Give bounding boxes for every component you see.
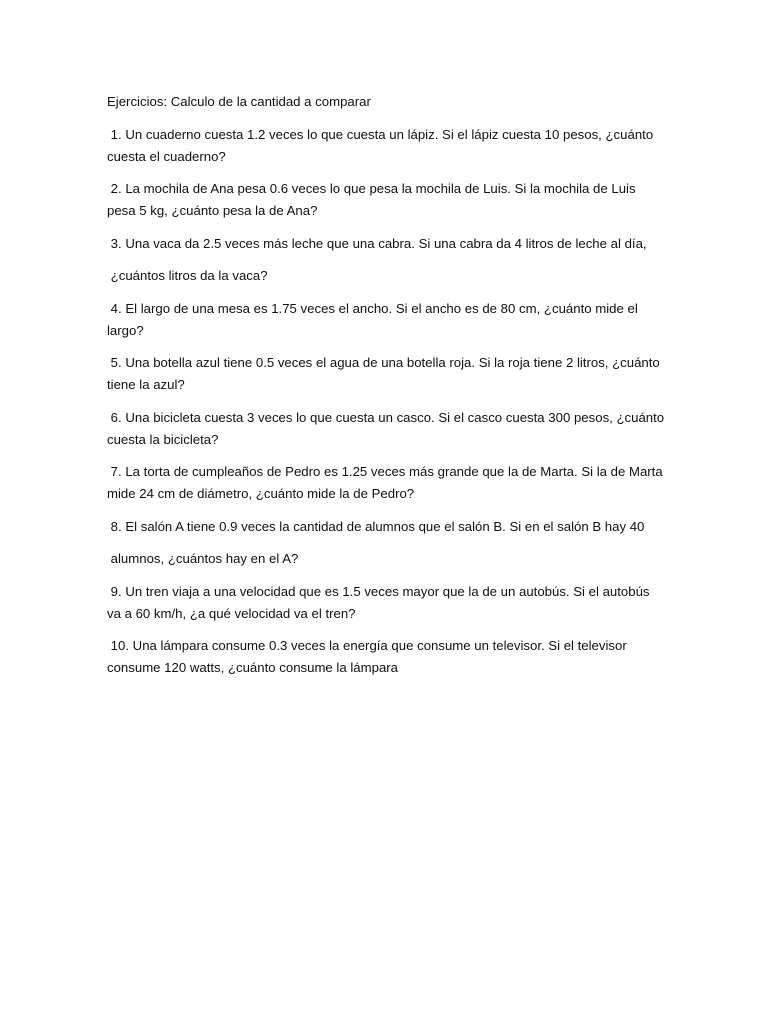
- exercise-4: 4. El largo de una mesa es 1.75 veces el ancho. Si el ancho es de 80 cm, ¿cuánto mide el largo?: [107, 300, 642, 338]
- exercise-3: 3. Una vaca da 2.5 veces más leche que una cabra. Si una cabra da 4 litros de leche al día,: [107, 235, 647, 251]
- exercise-6: 6. Una bicicleta cuesta 3 veces lo que cuesta un casco. Si el casco cuesta 300 pesos, ¿cuánto cuesta la bicicleta?: [107, 409, 668, 447]
- exercise-2: 2. La mochila de Ana pesa 0.6 veces lo que pesa la mochila de Luis. Si la mochila de Luis pesa 5 kg, ¿cuánto pesa la de Ana?: [107, 181, 640, 218]
- exercise-9: 9. Un tren viaja a una velocidad que es 1.5 veces mayor que la de un autobús. Si el autobús va a 60 km/h, ¿a qué velocidad va el tren?: [107, 583, 654, 621]
- document-page: [107, 91, 667, 690]
- exercise-8-continued: alumnos, ¿cuántos hay en el A?: [107, 551, 299, 566]
- exercise-10: 10. Una lámpara consume 0.3 veces la energía que consume un televisor. Si el televisor consume 120 watts, ¿cuánto consume la lámpara: [107, 638, 631, 675]
- exercise-8: 8. El salón A tiene 0.9 veces la cantidad de alumnos que el salón B. Si en el salón B hay 40: [107, 518, 645, 534]
- exercise-1: 1. Un cuaderno cuesta 1.2 veces lo que cuesta un lápiz. Si el lápiz cuesta 10 pesos, ¿cuánto cuesta el cuaderno?: [107, 126, 657, 164]
- exercise-3-continued: ¿cuántos litros da la vaca?: [107, 268, 268, 283]
- exercise-7: 7. La torta de cumpleaños de Pedro es 1.25 veces más grande que la de Marta. Si la de Marta mide 24 cm de diámetro, ¿cuánto mide la de Pedro?: [107, 464, 667, 501]
- document-title: Ejercicios: Calculo de la cantidad a comparar: [107, 94, 371, 109]
- exercise-5: 5. Una botella azul tiene 0.5 veces el agua de una botella roja. Si la roja tiene 2 litros, ¿cuánto tiene la azul?: [107, 355, 664, 392]
